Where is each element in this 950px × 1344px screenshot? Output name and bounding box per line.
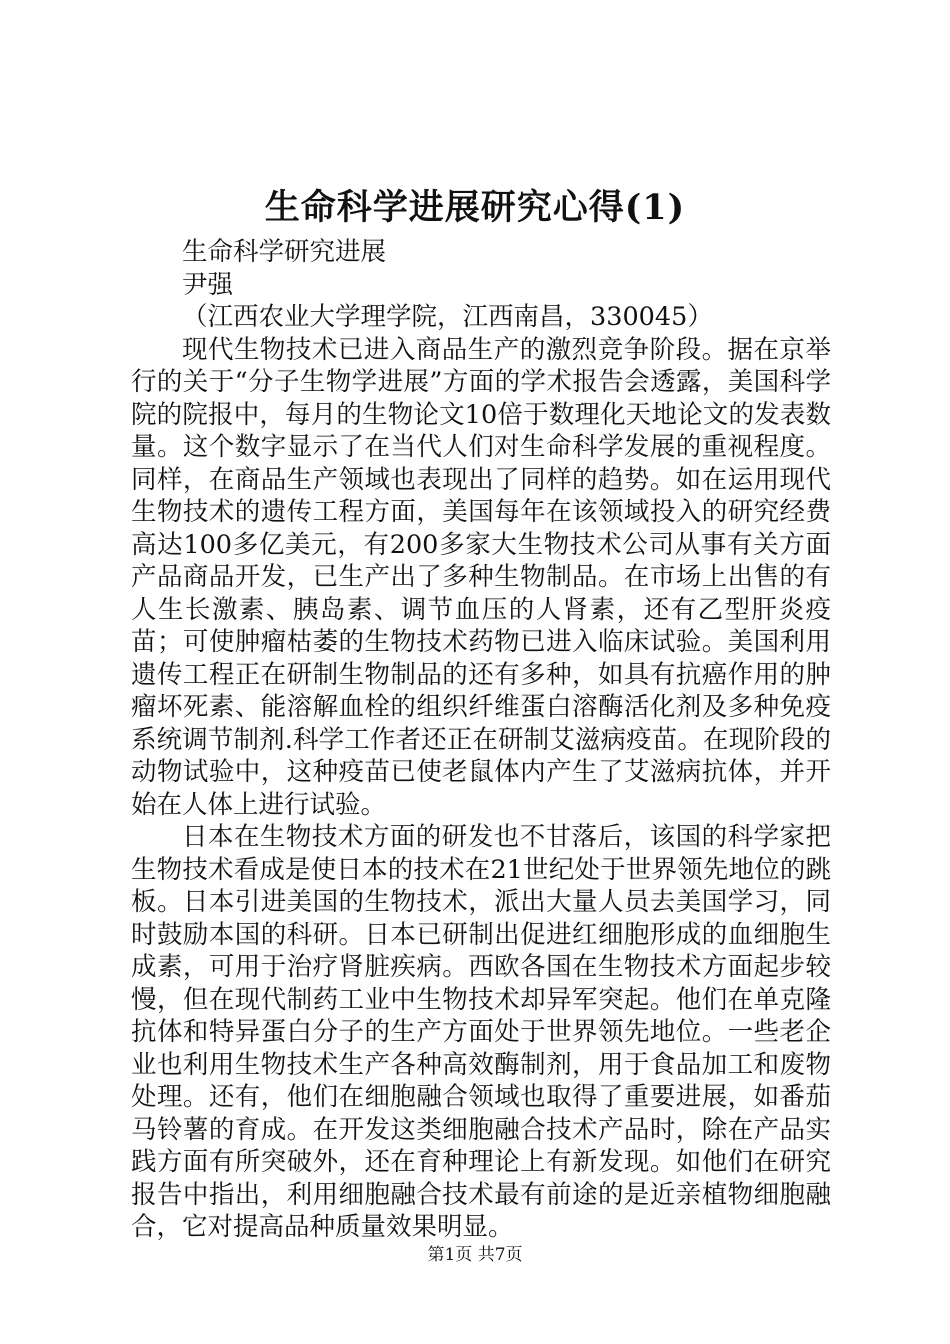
page-footer: 第1页 共7页 [427,1245,523,1265]
subtitle: 生命科学研究进展 [182,237,387,267]
body-paragraph: 日本在生物技术方面的研发也不甘落后，该国的科学家把生物技术看成是使日本的技术在21世纪处于世界领先地位的跳板。日本引进美国的生物技术，派出大量人员去美国学习，同时鼓励本国的科研。日本已研制出促进红细胞形成的血细胞生成素，可用于治疗肾脏疾病。西欧各国在生物技术方面起步较慢，但在现代制药工业中生物技术却异军突起。他们在单克隆抗体和特异蛋白分子的生产方面处于世界领先地位。一些老企业也利用生物技术生产各种高效酶制剂，用于食品加工和废物处理。还有，他们在细胞融合领域也取得了重要进展，如番茄马铃薯的育成。在开发这类细胞融合技术产品时，除在产品实践方面有所突破外，还在育种理论上有新发现。如他们在研究报告中指出，利用细胞融合技术最有前途的是近亲植物细胞融合，它对提高品种质量效果明显。 [131,822,831,1242]
document-body [131,236,831,1244]
document-title: 生命科学进展研究心得(1) [264,187,686,228]
author-affiliation: （江西农业大学理学院，江西南昌，330045） [182,302,713,332]
author-name: 尹强 [182,269,234,300]
body-paragraph: 现代生物技术已进入商品生产的激烈竞争阶段。据在京举行的关于“分子生物学进展”方面的学术报告会透露，美国科学院的院报中，每月的生物论文10倍于数理化天地论文的发表数量。这个数字显示了在当代人们对生命科学发展的重视程度。同样，在商品生产领域也表现出了同样的趋势。如在运用现代生物技术的遗传工程方面，美国每年在该领域投入的研究经费高达100多亿美元，有200多家大生物技术公司从事有关方面产品商品开发，已生产出了多种生物制品。在市场上出售的有人生长激素、胰岛素、调节血压的人肾素，还有乙型肝炎疫苗；可使肿瘤枯萎的生物技术药物已进入临床试验。美国利用遗传工程正在研制生物制品的还有多种，如具有抗癌作用的肿瘤坏死素、能溶解血栓的组织纤维蛋白溶酶活化剂及多种免疫系统调节制剂.科学工作者还正在研制艾滋病疫苗。在现阶段的动物试验中，这种疫苗已使老鼠体内产生了艾滋病抗体，并开始在人体上进行试验。 [131,334,831,820]
